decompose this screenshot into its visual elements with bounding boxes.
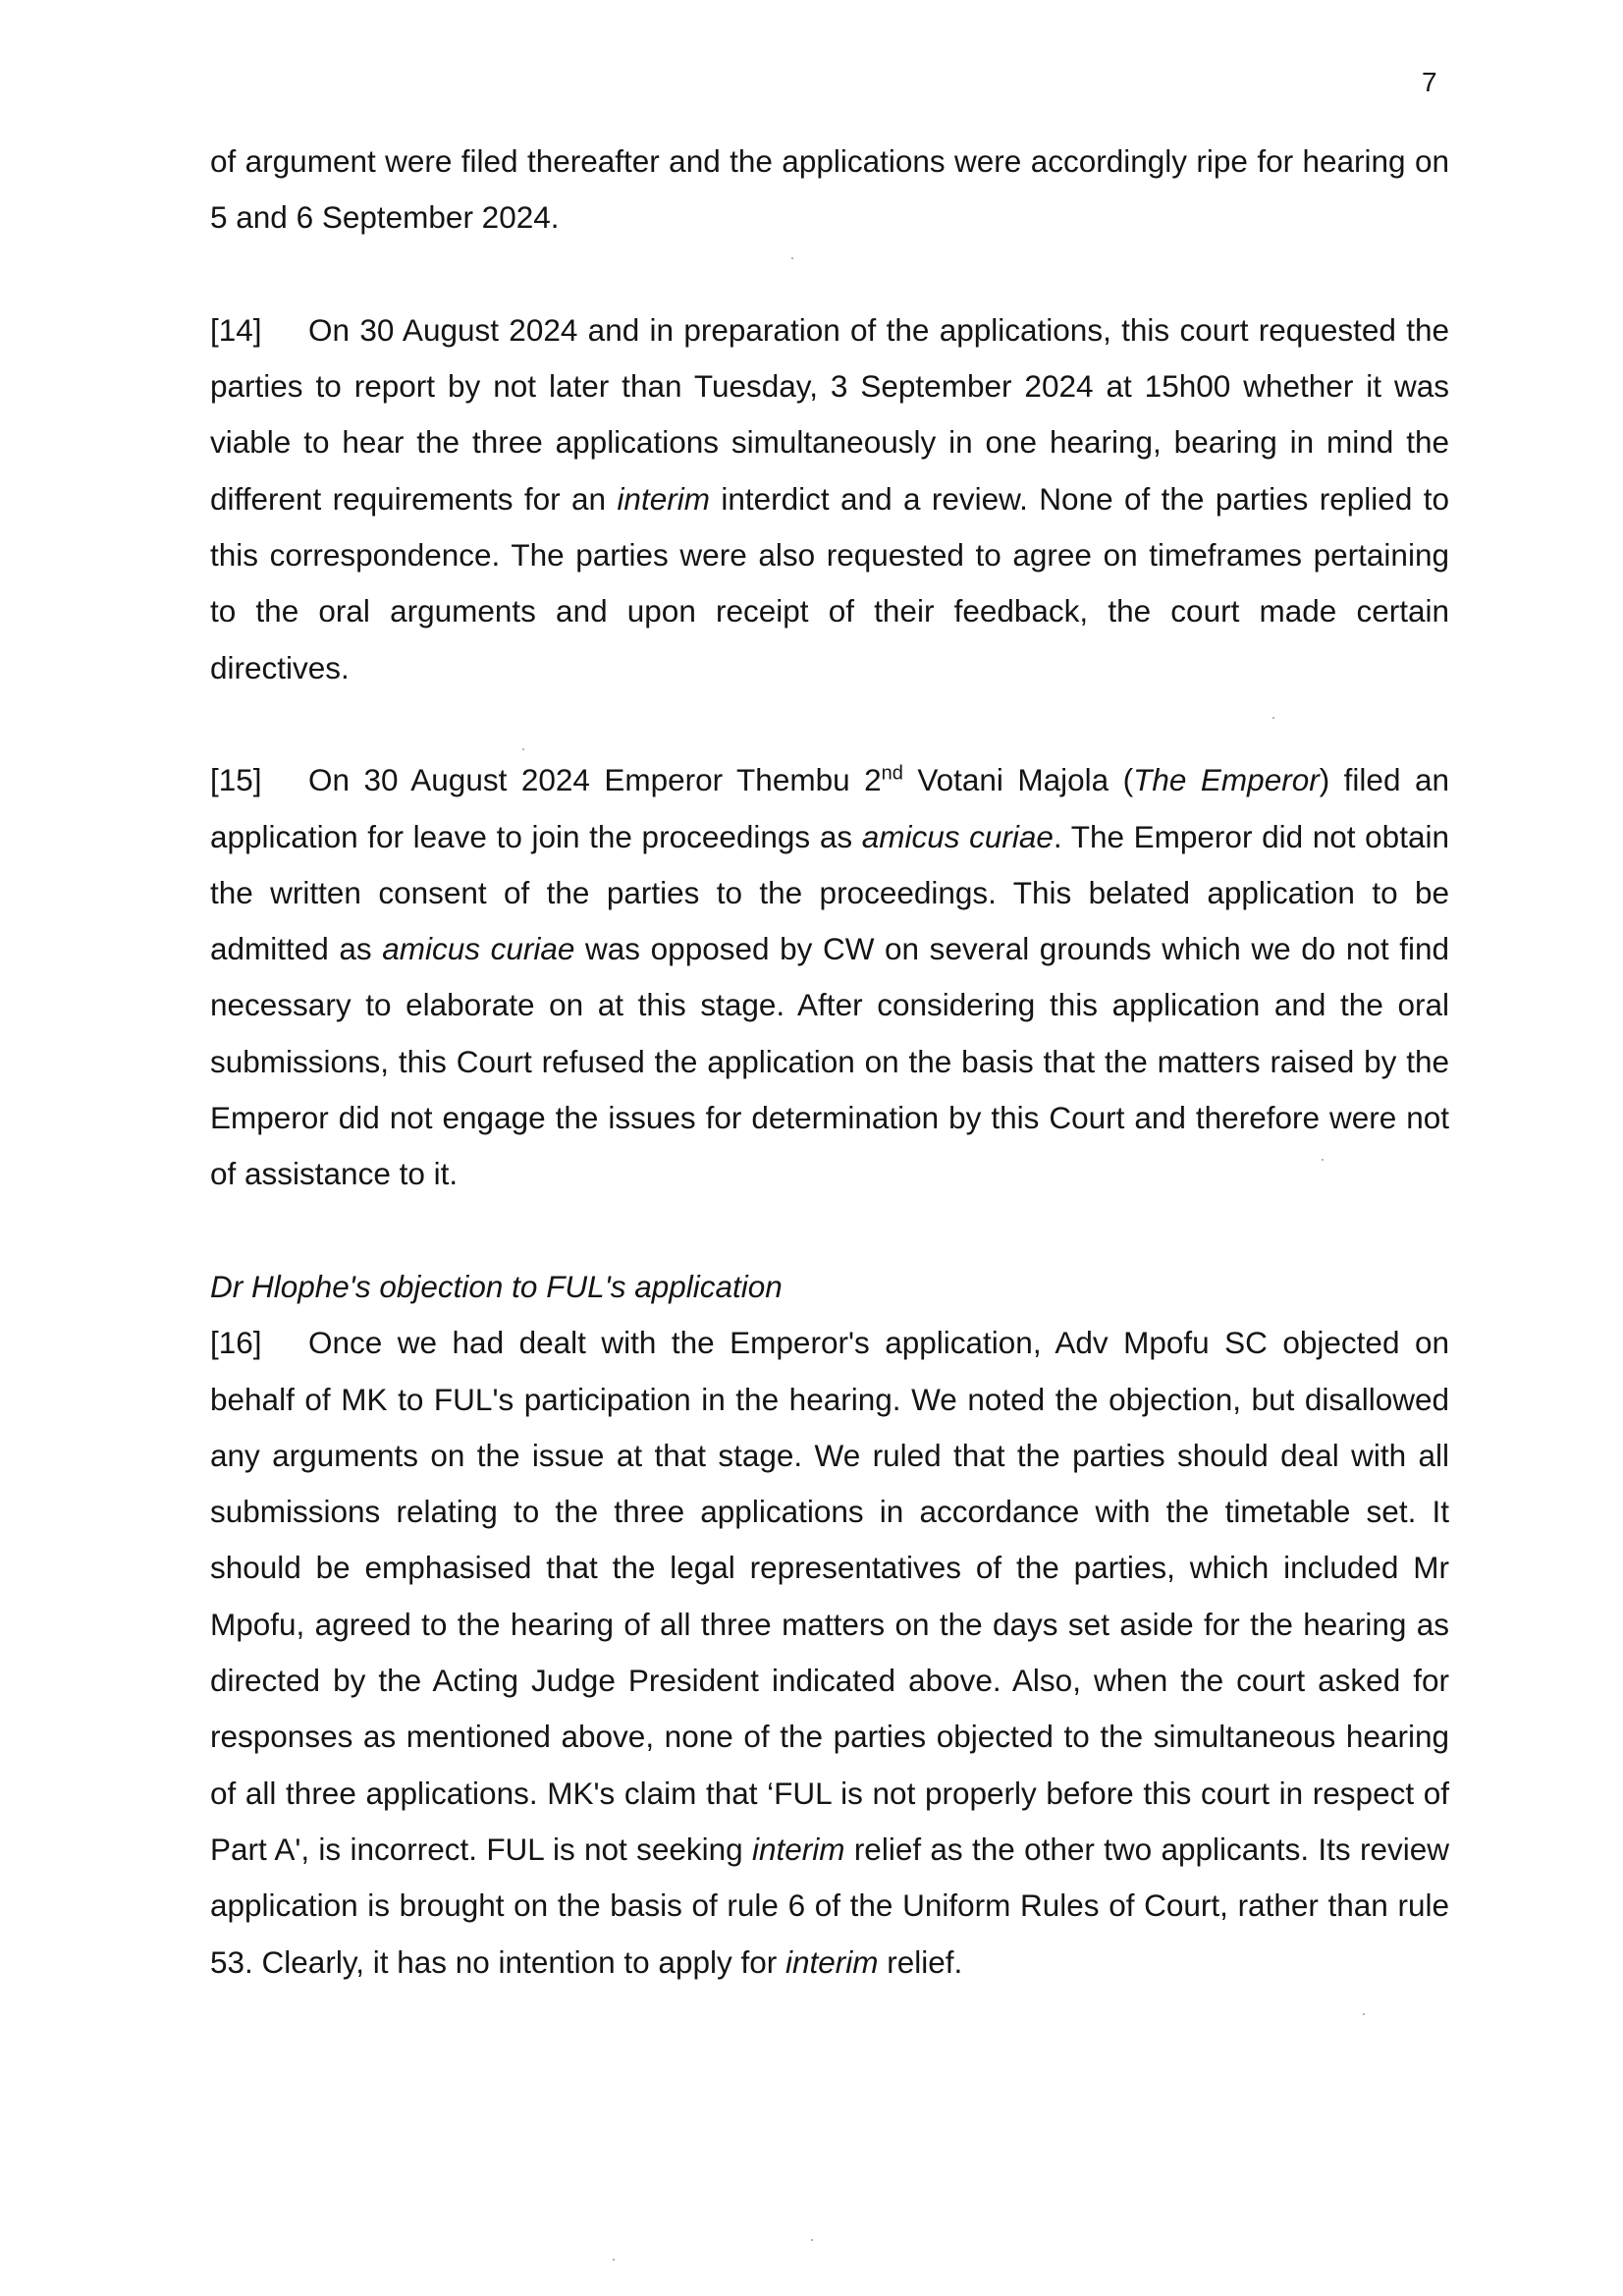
- italic-term: interim: [752, 1831, 845, 1867]
- paragraph-15: [210, 752, 1449, 1202]
- scan-speck: [613, 2259, 615, 2261]
- paragraph-text: Once we had dealt with the Emperor's application, Adv Mpofu SC objected on behalf of MK to FUL's participation in the hearing. We noted the objection, but disallowed any arguments on the issue at that stage. We ruled that the parties should deal with all submissions relating to the three applications in accordance with the timetable set. It should be emphasised that the legal representatives of the parties, which included Mr Mpofu, agreed to the hearing of all three matters on the days set aside for the hearing as directed by the Acting Judge President indicated above. Also, when the court asked for responses as mentioned above, none of the parties objected to the simultaneous hearing of all three applications. MK's claim that ‘FUL is not properly before this court in respect of Part A', is incorrect. FUL is not seeking: [210, 1325, 1449, 1867]
- italic-term: interim: [785, 1943, 879, 1980]
- paragraph-number: [16]: [210, 1325, 262, 1361]
- scan-speck: [1322, 1159, 1324, 1161]
- ordinal-suffix: nd: [881, 762, 903, 785]
- scan-speck: [522, 748, 524, 750]
- paragraph-text: On 30 August 2024 Emperor Thembu 2: [308, 762, 882, 798]
- paragraph-text: . The Emperor did not obtain the written consent of the parties to the proceedings. This belated application to be admitted as: [210, 818, 1449, 967]
- scan-speck: [1363, 2013, 1365, 2015]
- paragraph-16: [210, 1315, 1449, 1991]
- continuation-paragraph: of argument were filed thereafter and the applications were accordingly ripe for hearing on 5 and 6 September 2024.: [210, 143, 1449, 236]
- paragraph-text: On 30 August 2024 and in preparation of the applications, this court requested the parties to report by not later than Tuesday, 3 September 2024 at 15h00 whether it was viable to hear the three applications simultaneously in one hearing, bearing in mind the different requirements for an: [210, 311, 1449, 517]
- paragraph-number: [15]: [210, 762, 262, 798]
- scan-speck: [1272, 717, 1274, 719]
- page-number: 7: [1422, 67, 1437, 97]
- italic-term: interim: [617, 480, 710, 517]
- italic-term: amicus curiae: [861, 818, 1054, 854]
- paragraph-text: relief as the other two applicants. Its review application is brought on the basis of rule 6 of the Uniform Rules of Court, rather than rule 53. Clearly, it has no intention to apply for: [210, 1831, 1449, 1980]
- paragraph-text: relief.: [878, 1943, 963, 1980]
- paragraph-number: [14]: [210, 311, 262, 348]
- italic-term: The Emperor: [1133, 762, 1320, 798]
- italic-term: amicus curiae: [382, 931, 575, 967]
- paragraph-text: ) filed an application for leave to join the proceedings as: [210, 762, 1449, 854]
- paragraph-14: [210, 302, 1449, 696]
- scan-speck: [791, 257, 793, 259]
- paragraph-text: was opposed by CW on several grounds which we do not find necessary to elaborate on at this stage. After considering this application and the oral submissions, this Court refused the application on the basis that the matters raised by the Emperor did not engage the issues for determination by this Court and therefore were not of assistance to it.: [210, 931, 1450, 1192]
- paragraph-text: Votani Majola (: [902, 762, 1134, 798]
- paragraph-text: interdict and a review. None of the parties replied to this correspondence. The parties were also requested to agree on timeframes pertaining to the oral arguments and upon receipt of their feedback, the court made certain directives.: [210, 480, 1449, 685]
- scan-speck: [811, 2239, 813, 2241]
- section-heading: Dr Hlophe's objection to FUL's application: [210, 1268, 783, 1304]
- judgment-body: [210, 134, 1449, 1991]
